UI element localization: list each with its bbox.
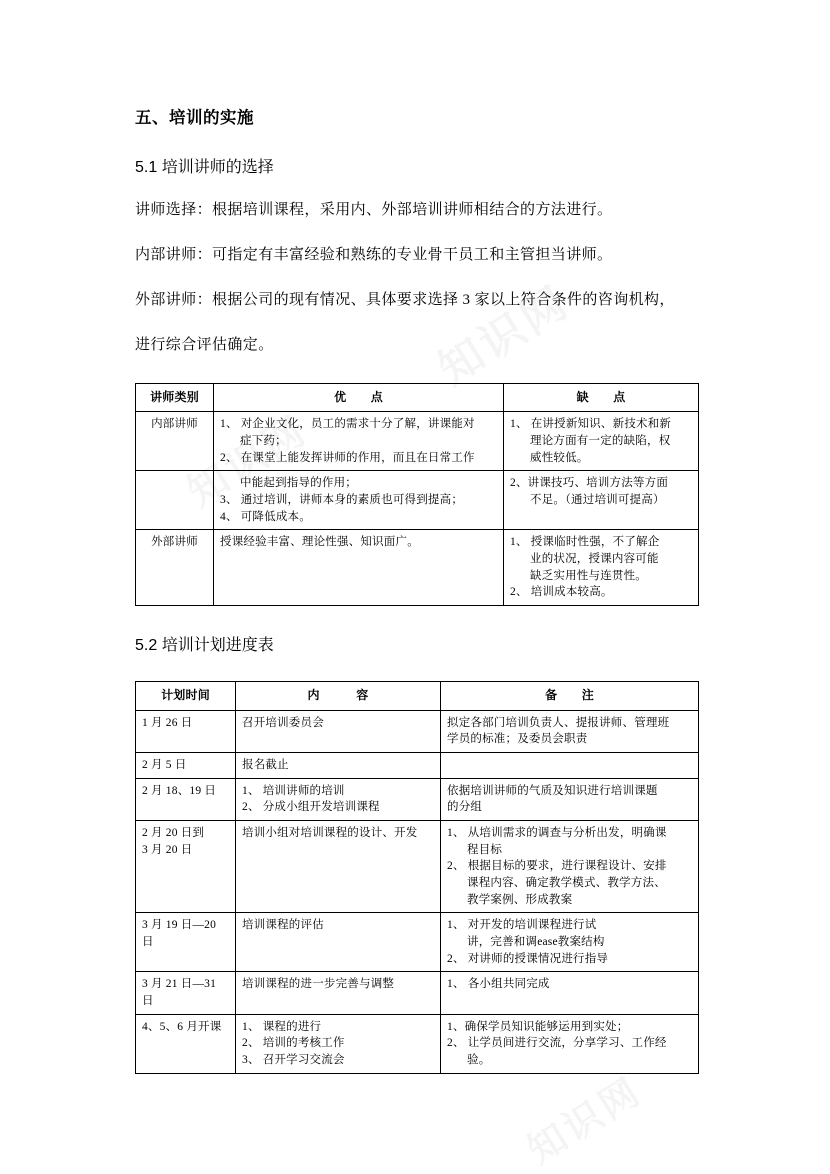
cell-time (136, 1014, 236, 1073)
cons-line: 2、 培训成本较高。 (510, 586, 613, 599)
table-row (136, 778, 699, 820)
subsection-title-5-2: 5.2 培训计划进度表 (135, 637, 274, 655)
remark-line: 1、 各小组共同完成 (447, 978, 550, 991)
cell-time (136, 752, 236, 778)
content-line: 培训小组对培训课程的设计、开发 (242, 826, 418, 839)
content-line: 召开培训委员会 (242, 716, 324, 729)
cell-content (236, 710, 441, 752)
pros-line: 4、 可降低成本。 (220, 510, 311, 523)
remark-line: 2、 让学员间进行交流，分享学习、工作经 (447, 1037, 667, 1050)
cons-line: 1、 授课临时性强，不了解企 (510, 536, 660, 549)
cons-line: 不足。（通过培训可提高） (530, 494, 665, 507)
cell-content (236, 820, 441, 912)
cell-trainer-type: 内部讲师 (136, 412, 214, 471)
time-line: 3 月 21 日—31 日 (142, 978, 217, 1007)
header-cons: 缺 点 (504, 384, 699, 412)
time-line: 2 月 20 日到 (142, 826, 205, 839)
cell-content (236, 972, 441, 1014)
remark-line: 课程内容、确定教学模式、教学方法、 (467, 876, 666, 889)
paragraph-evaluation: 进行综合评估确定。 (135, 337, 274, 353)
paragraph-trainer-selection: 讲师选择：根据培训课程，采用内、外部培训讲师相结合的方法进行。 (135, 202, 613, 218)
trainer-comparison-table-wrap (135, 383, 702, 606)
remark-line: 程目标 (467, 843, 503, 856)
table-header-row (136, 682, 699, 710)
cell-cons (504, 471, 699, 530)
subsection-title-5-1: 5.1 培训讲师的选择 (135, 159, 274, 176)
cell-pros (214, 471, 504, 530)
watermark (515, 1061, 651, 1174)
remark-line: 1、 从培训需求的调查与分析出发，明确课 (447, 826, 667, 839)
schedule-table-wrap (135, 681, 702, 1073)
table-row (136, 820, 699, 912)
content-line: 培训课程的评估 (242, 919, 324, 932)
table-row (136, 913, 699, 972)
table-row (136, 710, 699, 752)
cell-time (136, 710, 236, 752)
cell-time (136, 972, 236, 1014)
cell-content (236, 1014, 441, 1073)
cell-cons (504, 530, 699, 606)
cell-cons (504, 412, 699, 471)
cell-time (136, 820, 236, 912)
cons-line: 缺乏实用性与连贯性。 (530, 569, 647, 582)
time-line: 3 月 19 日—20 日 (142, 919, 217, 948)
cell-time (136, 913, 236, 972)
cell-content (236, 913, 441, 972)
table-row (136, 471, 699, 530)
content-line: 2、 分成小组开发培训课程 (242, 801, 380, 814)
header-content: 内 容 (236, 682, 441, 710)
header-remark: 备 注 (441, 682, 699, 710)
pros-line: 3、 通过培训，讲师本身的素质也可得到提高； (220, 494, 464, 507)
trainer-comparison-table (135, 383, 699, 606)
cell-pros (214, 412, 504, 471)
training-schedule-table (135, 681, 699, 1073)
cell-remark (441, 778, 699, 820)
cell-remark (441, 913, 699, 972)
table-row (136, 530, 699, 606)
remark-line: 1、确保学员知识能够运用到实处； (447, 1020, 629, 1033)
time-line: 4、5、6 月开课 (142, 1020, 222, 1033)
cell-trainer-type: 外部讲师 (136, 530, 214, 606)
content-line: 培训课程的进一步完善与调整 (242, 978, 395, 991)
header-pros: 优 点 (214, 384, 504, 412)
remark-line: 1、 对开发的培训课程进行试 (447, 919, 597, 932)
cons-line: 2、讲课技巧、培训方法等方面 (510, 477, 669, 490)
header-trainer-type: 讲师类别 (136, 384, 214, 412)
content-line: 1、 课程的进行 (242, 1020, 322, 1033)
cons-line: 业的状况，授课内容可能 (530, 553, 659, 566)
content-line: 3、 召开学习交流会 (242, 1053, 345, 1066)
remark-line (447, 757, 692, 774)
content-line: 2、 培训的考核工作 (242, 1037, 345, 1050)
table-row (136, 752, 699, 778)
cell-pros (214, 530, 504, 606)
cell-remark (441, 752, 699, 778)
time-line: 2 月 18、19 日 (142, 784, 217, 797)
cons-line: 1、 在讲授新知识、新技术和新 (510, 418, 672, 431)
table-row (136, 1014, 699, 1073)
remark-line: 教学案例、形成教案 (467, 893, 573, 906)
remark-line: 拟定各部门培训负责人、提报讲师、管理班 (447, 716, 670, 729)
content-line: 1、 培训讲师的培训 (242, 784, 345, 797)
cell-time (136, 778, 236, 820)
cell-trainer-type (136, 471, 214, 530)
remark-line: 依据培训讲师的气质及知识进行培训课题 (447, 784, 658, 797)
table-row (136, 972, 699, 1014)
pros-line: 中能起到指导的作用； (240, 477, 357, 490)
cell-remark (441, 1014, 699, 1073)
remark-line: 的分组 (447, 801, 483, 814)
section-title: 五、培训的实施 (135, 109, 254, 127)
paragraph-external-trainer: 外部讲师：根据公司的现有情况、具体要求选择 3 家以上符合条件的咨询机构， (135, 292, 675, 308)
table-row (136, 412, 699, 471)
time-line: 3 月 20 日 (142, 843, 193, 856)
pros-line: 2、 在课堂上能发挥讲师的作用，而且在日常工作 (220, 451, 475, 464)
table-header-row (136, 384, 699, 412)
time-line: 1 月 26 日 (142, 716, 193, 729)
cell-content (236, 778, 441, 820)
cell-content (236, 752, 441, 778)
remark-line: 2、 根据目标的要求，进行课程设计、安排 (447, 860, 667, 873)
header-plan-time: 计划时间 (136, 682, 236, 710)
pros-line: 授课经验丰富、理论性强、知识面广。 (220, 536, 419, 549)
remark-line: 学员的标准；及委员会职责 (447, 733, 588, 746)
cell-remark (441, 710, 699, 752)
cons-line: 威性较低。 (530, 451, 589, 464)
cell-remark (441, 820, 699, 912)
time-line: 2 月 5 日 (142, 758, 187, 771)
cell-remark (441, 972, 699, 1014)
content-line: 报名截止 (242, 758, 289, 771)
pros-line: 1、 对企业文化，员工的需求十分了解，讲课能对 (220, 418, 475, 431)
remark-line: 2、 对讲师的授课情况进行指导 (447, 952, 609, 965)
pros-line: 症下药； (240, 435, 287, 448)
paragraph-internal-trainer: 内部讲师：可指定有丰富经验和熟练的专业骨干员工和主管担当讲师。 (135, 247, 613, 263)
remark-line: 讲，完善和调ease教案结构 (467, 935, 605, 948)
cons-line: 理论方面有一定的缺陷，权 (530, 435, 671, 448)
remark-line: 验。 (467, 1053, 491, 1066)
